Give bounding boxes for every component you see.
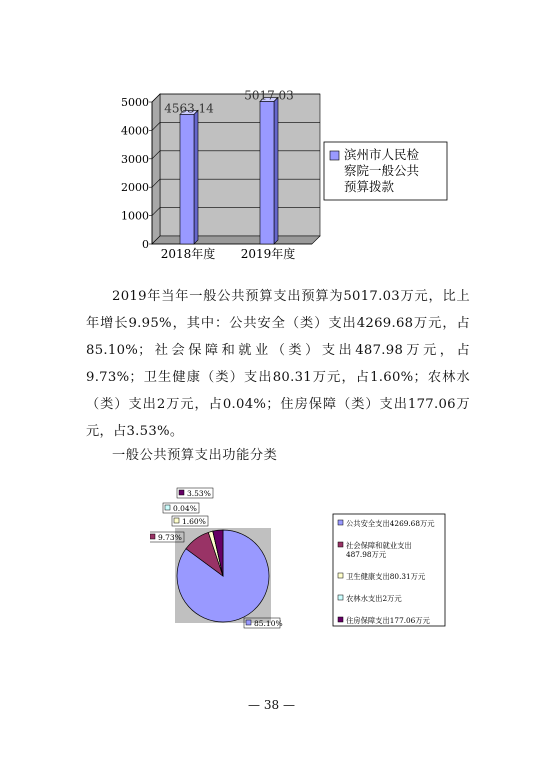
pie-label-swatch xyxy=(174,518,179,523)
pie-label-swatch xyxy=(246,620,251,625)
pie-slice-label: 0.04% xyxy=(173,504,197,513)
pie-legend-box xyxy=(333,514,445,626)
y-tick-label: 2000 xyxy=(121,181,149,195)
pie-legend-label: 卫生健康支出80.31万元 xyxy=(346,572,426,581)
pie-legend-swatch xyxy=(338,595,343,600)
pie-label-swatch xyxy=(165,505,170,510)
pie-legend-label: 487.98万元 xyxy=(346,550,387,559)
x-tick-label: 2019年度 xyxy=(240,247,296,261)
legend-swatch xyxy=(330,151,339,160)
pie-legend-swatch xyxy=(338,573,343,578)
y-tick-label: 3000 xyxy=(121,152,149,166)
pie-legend-label: 住房保障支出177.06万元 xyxy=(346,616,430,625)
y-tick-label: 0 xyxy=(142,238,149,251)
x-tick-label: 2018年度 xyxy=(160,247,216,261)
pie-label-swatch xyxy=(150,534,155,539)
budget-paragraph: 2019年当年一般公共预算支出预算为5017.03万元，比上年增长9.95%，其中：公共安全（类）支出4269.68万元，占85.10%；社会保障和就业（类）支出487.98万元，占9.73%；卫生健康（类）支出80.31万元，占1.60%；农林水（类）支出2万元，占0.04%；住房保障（类）支出177.06万元，占3.53%。 xyxy=(86,289,470,439)
bar xyxy=(260,102,274,244)
section-subheading: 一般公共预算支出功能分类 xyxy=(112,448,278,463)
bar-side xyxy=(194,110,198,244)
pie-slice-label: 3.53% xyxy=(187,489,211,498)
y-tick-label: 5000 xyxy=(121,96,149,109)
bar-value-label: 5017.03 xyxy=(244,88,294,103)
pie-legend-label: 农林水支出2万元 xyxy=(346,594,402,603)
pie-legend-swatch xyxy=(338,542,343,547)
pie-legend-label: 公共安全支出4269.68万元 xyxy=(346,519,435,528)
pie-legend-swatch xyxy=(338,520,343,525)
budget-bar-chart xyxy=(108,82,458,267)
page-number: — 38 — xyxy=(248,698,295,712)
function-pie-chart xyxy=(150,484,450,644)
bar-side xyxy=(274,98,278,244)
pie-legend-label: 社会保障和就业支出 xyxy=(346,541,412,550)
plot-floor xyxy=(152,236,320,244)
bar-value-label: 4563.14 xyxy=(164,101,214,116)
legend-label: 滨州市人民检 xyxy=(344,147,420,162)
pie-slice-label: 1.60% xyxy=(182,517,206,526)
pie-label-swatch xyxy=(179,490,184,495)
plot-side-wall xyxy=(152,94,160,244)
y-tick-label: 1000 xyxy=(121,209,149,223)
legend-label: 察院一般公共 xyxy=(344,163,420,178)
bar xyxy=(180,114,194,244)
pie-slice-label: 85.10% xyxy=(254,619,283,628)
y-tick-label: 4000 xyxy=(121,124,149,138)
pie-legend-swatch xyxy=(338,617,343,622)
legend-label: 预算拨款 xyxy=(344,179,395,194)
pie-slice-label: 9.73% xyxy=(158,533,182,542)
